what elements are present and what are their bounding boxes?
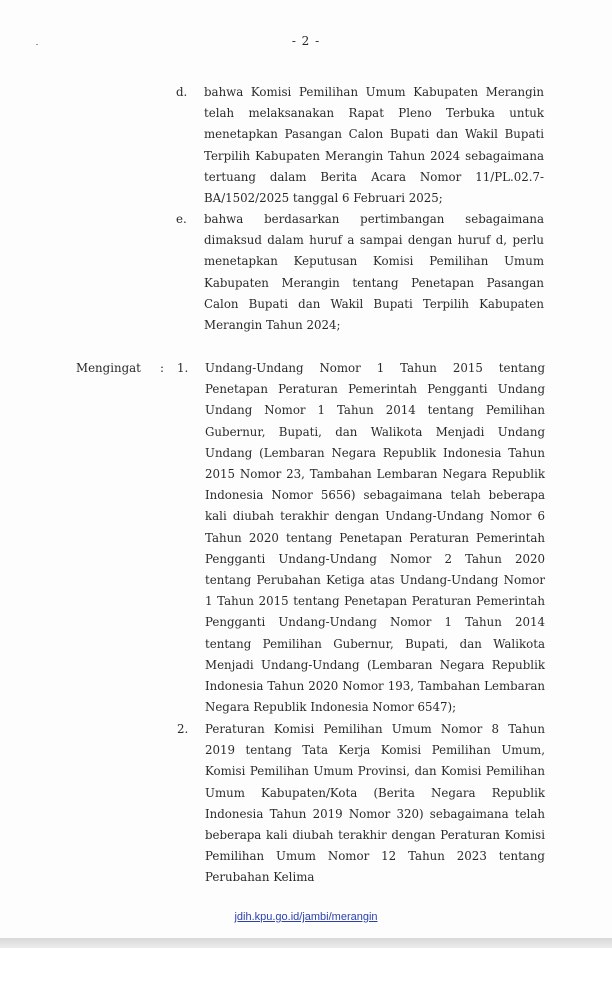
mengingat-marker-2: 2. [177, 722, 189, 736]
mengingat-colon: : [160, 361, 164, 375]
considering-item-d [204, 82, 544, 209]
page-edge-shadow [0, 938, 612, 948]
considering-item-d-text: bahwa Komisi Pemilihan Umum Kabupaten Merangin telah melaksanakan Rapat Pleno Terbuka untuk menetapkan Pasangan Calon Bupati dan Wakil Bupati Terpilih Kabupaten Merangin Tahun 2024 sebagaimana tertuang dalam Berita Acara Nomor 11/PL.02.7-BA/1502/2025 tanggal 6 Februari 2025; [204, 85, 544, 206]
considering-item-e [204, 209, 544, 336]
mengingat-item-2 [205, 719, 545, 889]
mengingat-item-1-text: Undang-Undang Nomor 1 Tahun 2015 tentang Penetapan Peraturan Pemerintah Pengganti Undang Undang Nomor 1 Tahun 2014 tentang Pemilihan Gubernur, Bupati, dan Walikota Menjadi Undang Undang (Lembaran Negara Republik Indonesia Tahun 2015 Nomor 23, Tambahan Lembaran Negara Republik Indonesia Nomor 5656) sebagaimana telah beberapa kali diubah terakhir dengan Undang-Undang Nomor 6 Tahun 2020 tentang Penetapan Peraturan Pemerintah Pengganti Undang-Undang Nomor 2 Tahun 2020 tentang Perubahan Ketiga atas Undang-Undang Nomor 1 Tahun 2015 tentang Penetapan Peraturan Pemerintah Pengganti Undang-Undang Nomor 1 Tahun 2014 tentang Pemilihan Gubernur, Bupati, dan Walikota Menjadi Undang-Undang (Lembaran Negara Republik Indonesia Tahun 2020 Nomor 193, Tambahan Lembaran Negara Republik Indonesia Nomor 6547); [205, 361, 545, 715]
page-number: - 2 - [291, 34, 321, 48]
mengingat-item-1 [205, 358, 545, 718]
item-marker-d: d. [176, 85, 188, 99]
mengingat-label: Mengingat [76, 361, 141, 375]
mengingat-item-2-text: Peraturan Komisi Pemilihan Umum Nomor 8 Tahun 2019 tentang Tata Kerja Komisi Pemilihan Umum, Komisi Pemilihan Umum Provinsi, dan Komisi Pemilihan Umum Kabupaten/Kota (Berita Negara Republik Indonesia Tahun 2019 Nomor 320) sebagaimana telah beberapa kali diubah terakhir dengan Peraturan Komisi Pemilihan Umum Nomor 12 Tahun 2023 tentang Perubahan Kelima [205, 722, 545, 885]
mengingat-marker-1: 1. [177, 361, 189, 375]
item-marker-e: e. [176, 212, 187, 226]
considering-item-e-text: bahwa berdasarkan pertimbangan sebagaimana dimaksud dalam huruf a sampai dengan huruf d, perlu menetapkan Keputusan Komisi Pemilihan Umum Kabupaten Merangin tentang Penetapan Pasangan Calon Bupati dan Wakil Bupati Terpilih Kabupaten Merangin Tahun 2024; [204, 212, 544, 333]
footer-jdih-link[interactable]: jdih.kpu.go.id/jambi/merangin [234, 911, 378, 923]
